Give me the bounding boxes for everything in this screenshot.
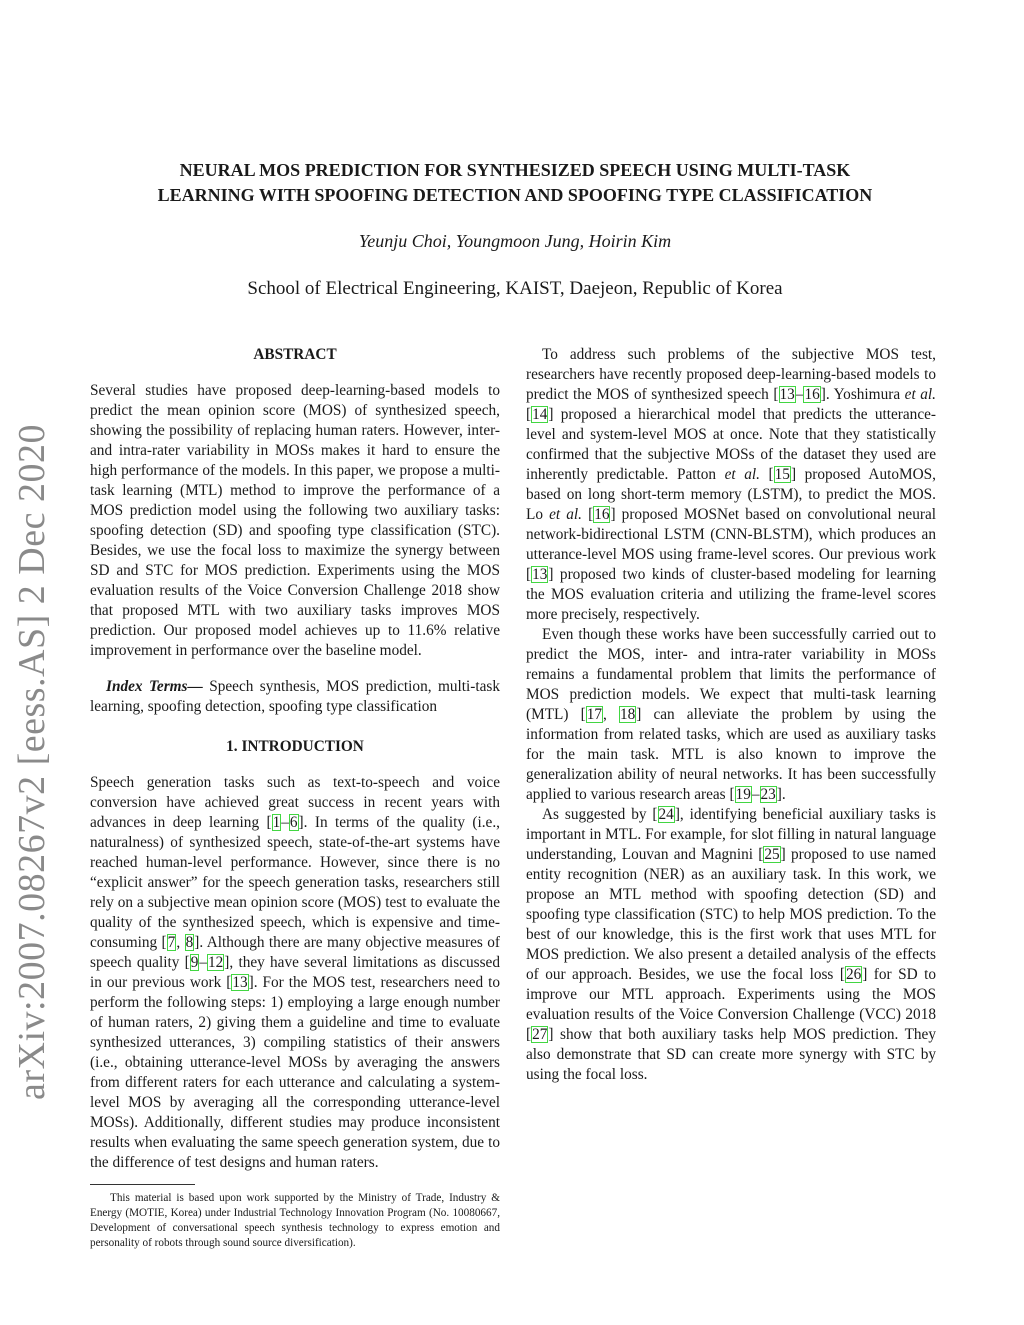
text-run: Speech generation tasks such as text-to-speech and voice conversion have achieved great success in recent years with advances in deep learning [ xyxy=(90,774,500,831)
right-column xyxy=(526,345,936,1085)
text-run: [ xyxy=(581,506,594,523)
intro-paragraph-4 xyxy=(526,805,936,1085)
citation-link[interactable]: 9 xyxy=(190,954,199,971)
text-run: et al. xyxy=(549,506,582,523)
text-run: ] show that both auxiliary tasks help MOS prediction. They also demonstrate that SD can create more synergy with STC by using the focal loss. xyxy=(526,1026,936,1083)
text-run: ] proposed MOSNet based on convolutional neural network-bidirectional LSTM (CNN-BLSTM), which produces an utterance-level MOS using frame-level scores. Our previous work [ xyxy=(526,506,936,583)
citation-link[interactable]: 16 xyxy=(594,506,610,523)
citation-link[interactable]: 26 xyxy=(845,966,862,983)
citation-link[interactable]: 23 xyxy=(760,786,776,803)
text-run: As suggested by [ xyxy=(542,806,658,823)
index-terms-label: Index Terms— xyxy=(106,678,203,695)
citation-link[interactable]: 27 xyxy=(532,1026,548,1043)
text-run: ]. xyxy=(776,786,786,803)
text-run: To address such problems of the subjective MOS test, researchers have recently proposed deep-learning-based models to predict the MOS of synthesized speech [ xyxy=(526,346,936,403)
text-run: ] can alleviate the problem by using the information from related tasks, which are used as auxiliary tasks for the main task. MTL is also known to improve the generalization ability of neural networks. It has been successfully applied to various research areas [ xyxy=(526,706,936,803)
text-run: ] proposed a hierarchical model that predicts the utterance-level and system-level MOS at once. Note that they statistically confirmed that the subjective MOSs of the dataset they used are inherently predictable. Patton xyxy=(526,406,936,483)
intro-paragraph-1 xyxy=(90,773,500,1173)
citation-link[interactable]: 13 xyxy=(779,386,795,403)
citation-link[interactable]: 18 xyxy=(619,706,636,723)
title-line-2: LEARNING WITH SPOOFING DETECTION AND SPOOFING TYPE CLASSIFICATION xyxy=(157,185,873,205)
index-terms-text: Speech synthesis, MOS prediction, multi-task learning, spoofing detection, spoofing type classification xyxy=(90,678,500,715)
text-run: ] for SD to improve our MTL approach. Experiments using the MOS evaluation results of the Voice Conversion Challenge (VCC) 2018 [ xyxy=(526,966,936,1043)
intro-paragraph-2 xyxy=(526,345,936,625)
text-run: ]. Yoshimura xyxy=(820,386,905,403)
text-run: et al. xyxy=(904,386,936,403)
intro-paragraph-3 xyxy=(526,625,936,805)
citation-link[interactable]: 24 xyxy=(658,806,674,823)
citation-link[interactable]: 19 xyxy=(735,786,751,803)
title-line-1: NEURAL MOS PREDICTION FOR SYNTHESIZED SPEECH USING MULTI-TASK xyxy=(179,160,851,180)
abstract-text: Several studies have proposed deep-learning-based models to predict the mean opinion score (MOS) of synthesized speech, showing the possibility of replacing human raters. However, inter- and intra-rater variability in MOSs makes it hard to ensure the high performance of the models. In this paper, we propose a multi-task learning (MTL) method to improve the performance of a MOS prediction model using the following two auxiliary tasks: spoofing detection (SD) and spoofing type classification (STC). Besides, we use the focal loss to maximize the synergy between SD and STC for MOS prediction. Experiments using the MOS evaluation results of the Voice Conversion Challenge 2018 show that proposed MTL with two auxiliary tasks improves MOS prediction. Our proposed model achieves up to 11.6% relative improvement in performance over the baseline model. xyxy=(90,382,500,659)
paper-title xyxy=(90,158,940,208)
footnote: This material is based upon work supported by the Ministry of Trade, Industry & Energy (MOTIE, Korea) under Industrial Technology Innovation Program (No. 10080667, Development of conversational speech synthesis technology to express emotion and personality of robots through sound source diversification). xyxy=(90,1192,500,1249)
citation-link[interactable]: 14 xyxy=(532,406,548,423)
citation-link[interactable]: 17 xyxy=(586,706,602,723)
text-run: ] proposed AutoMOS, based on long short-term memory (LSTM), to predict the MOS. Lo xyxy=(526,466,936,523)
citation-link[interactable]: 8 xyxy=(185,934,194,951)
index-terms xyxy=(90,677,500,717)
text-run: ]. For the MOS test, researchers need to perform the following steps: 1) employing a large enough number of human raters, 2) giving them a guideline and time to evaluate synthesized utterances, 3) compiling statistics of their answers (i.e., obtaining utterance-level MOSs by averaging the answers from different raters for each utterance and calculating a system-level MOS by averaging all the corresponding utterance-level MOSs). Additionally, different studies may produce inconsistent results when evaluating the same speech generation system, due to the difference of test designs and human raters. xyxy=(90,974,500,1171)
text-run: ]. In terms of the quality (i.e., naturalness) of synthesized speech, state-of-the-art systems have reached human-level performance. However, since there is no “explicit answer” for the speech generation tasks, researchers still rely on a subjective mean opinion score (MOS) test to evaluate the quality of the synthesized speech, which is expensive and time-consuming [ xyxy=(90,814,500,951)
text-run: – xyxy=(199,954,207,971)
citation-link[interactable]: 15 xyxy=(774,466,790,483)
citation-link[interactable]: 6 xyxy=(289,814,298,831)
text-run: et al. xyxy=(724,466,760,483)
abstract-heading: ABSTRACT xyxy=(253,346,337,363)
text-run: [ xyxy=(759,466,774,483)
authors: Yeunju Choi, Youngmoon Jung, Hoirin Kim xyxy=(358,231,672,251)
text-run: Even though these works have been successfully carried out to predict the MOS, inter- and intra-rater variability in MOSs remains a fundamental problem that limits the performance of MOS prediction models. We expect that multi-task learning (MTL) [ xyxy=(526,626,936,723)
text-run: ], they have several limitations as discussed in our previous work [ xyxy=(90,954,500,991)
text-run: – xyxy=(795,386,804,403)
text-run: ] proposed to use named entity recognition (NER) as an auxiliary task. In this work, we propose an MTL method with spoofing detection (SD) and spoofing type classification (STC) to help MOS prediction. To the best of our knowledge, this is the first work that uses MTL for MOS prediction. We also present a detailed analysis of the effects of our approach. Besides, we use the focal loss [ xyxy=(526,846,936,983)
citation-link[interactable]: 13 xyxy=(532,566,548,583)
text-run: – xyxy=(281,814,289,831)
arxiv-identifier: arXiv:2007.08267v2 [eess.AS] 2 Dec 2020 xyxy=(11,424,53,1100)
footnote-rule xyxy=(90,1184,195,1185)
text-run: ]. Although there are many objective measures of speech quality [ xyxy=(90,934,500,971)
citation-link[interactable]: 16 xyxy=(804,386,820,403)
citation-link[interactable]: 13 xyxy=(232,974,248,991)
citation-link[interactable]: 7 xyxy=(167,934,176,951)
text-run: [ xyxy=(526,406,532,423)
text-run: ], identifying beneficial auxiliary tasks is important in MTL. For example, for slot filling in natural language understanding, Louvan and Magnini [ xyxy=(526,806,936,863)
text-run: – xyxy=(751,786,760,803)
citation-link[interactable]: 25 xyxy=(764,846,780,863)
text-run: ] proposed two kinds of cluster-based modeling for learning the MOS evaluation criteria and utilizing the frame-level scores more precisely, respectively. xyxy=(526,566,936,623)
text-run: , xyxy=(176,934,185,951)
text-run: , xyxy=(603,706,619,723)
introduction-heading: 1. INTRODUCTION xyxy=(226,738,364,755)
citation-link[interactable]: 1 xyxy=(272,814,281,831)
citation-link[interactable]: 12 xyxy=(208,954,224,971)
left-column xyxy=(90,345,500,1251)
affiliation: School of Electrical Engineering, KAIST, Daejeon, Republic of Korea xyxy=(247,278,783,299)
